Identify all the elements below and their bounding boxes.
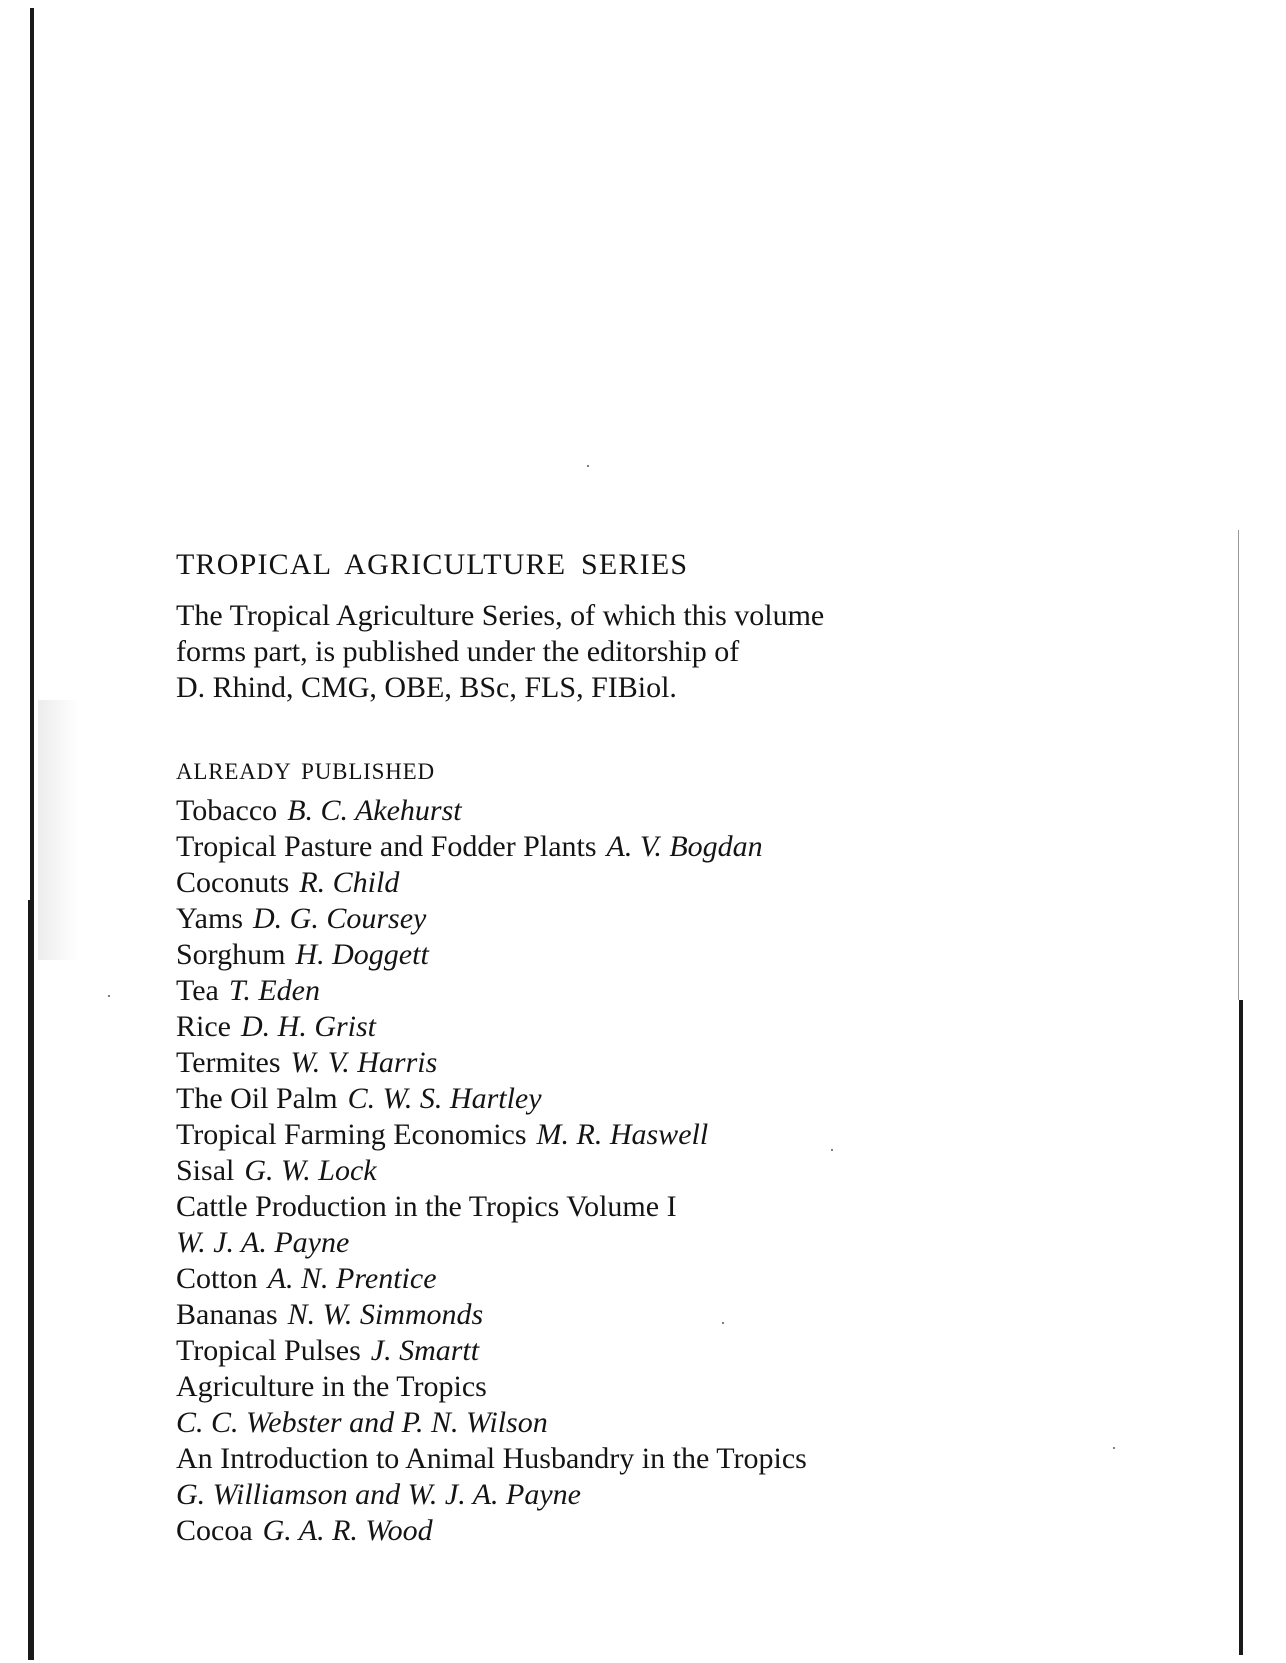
book-entry <box>176 1441 1176 1477</box>
intro-line: D. Rhind, CMG, OBE, BSc, FLS, FIBiol. <box>176 671 677 704</box>
book-author: J. Smartt <box>370 1334 480 1367</box>
book-entry <box>176 1117 1176 1153</box>
published-books-list <box>176 793 1176 1549</box>
book-entry <box>176 1369 1176 1405</box>
book-author: C. C. Webster and P. N. Wilson <box>176 1406 548 1439</box>
scan-speck <box>108 995 110 997</box>
book-author: D. H. Grist <box>240 1010 376 1043</box>
book-entry <box>176 1513 1176 1549</box>
book-entry <box>176 829 1176 865</box>
book-title: Tea <box>176 974 219 1007</box>
right-page-edge-rule-thin <box>1238 530 1239 1000</box>
left-page-edge-rule-lower <box>28 900 34 1660</box>
book-author: A. N. Prentice <box>267 1262 437 1295</box>
book-entry <box>176 901 1176 937</box>
book-title: Tobacco <box>176 794 278 827</box>
book-title: Tropical Pulses <box>176 1334 361 1367</box>
scan-speck <box>587 465 589 467</box>
book-title: Sorghum <box>176 938 286 971</box>
series-page-content <box>176 548 1176 1549</box>
already-published-heading: ALREADY PUBLISHED <box>176 759 435 784</box>
book-title: Coconuts <box>176 866 290 899</box>
book-author: C. W. S. Hartley <box>347 1082 542 1115</box>
book-entry <box>176 1225 1176 1261</box>
book-author: R. Child <box>299 866 400 899</box>
book-title: Bananas <box>176 1298 278 1331</box>
right-page-edge-rule <box>1239 1000 1243 1655</box>
book-author: N. W. Simmonds <box>287 1298 484 1331</box>
book-title: Yams <box>176 902 243 935</box>
book-entry <box>176 1261 1176 1297</box>
book-author: B. C. Akehurst <box>287 794 462 827</box>
book-entry <box>176 1405 1176 1441</box>
intro-line: forms part, is published under the editorship of <box>176 635 740 668</box>
book-entry <box>176 793 1176 829</box>
scan-shadow <box>38 700 78 960</box>
book-author: G. W. Lock <box>244 1154 377 1187</box>
book-title: Cotton <box>176 1262 258 1295</box>
book-title: Sisal <box>176 1154 235 1187</box>
book-entry <box>176 1009 1176 1045</box>
series-intro <box>176 598 1176 706</box>
book-title: Cattle Production in the Tropics Volume I <box>176 1190 677 1223</box>
book-entry <box>176 1477 1176 1513</box>
book-title: Cocoa <box>176 1514 253 1547</box>
book-entry <box>176 1045 1176 1081</box>
book-title: Termites <box>176 1046 281 1079</box>
book-title: The Oil Palm <box>176 1082 338 1115</box>
book-author: W. V. Harris <box>290 1046 438 1079</box>
book-entry <box>176 1333 1176 1369</box>
book-entry <box>176 973 1176 1009</box>
book-entry <box>176 1153 1176 1189</box>
book-title: Rice <box>176 1010 231 1043</box>
book-author: G. Williamson and W. J. A. Payne <box>176 1478 581 1511</box>
book-title: An Introduction to Animal Husbandry in the Tropics <box>176 1442 807 1475</box>
book-title: Tropical Farming Economics <box>176 1118 527 1151</box>
book-author: W. J. A. Payne <box>176 1226 350 1259</box>
series-title: TROPICAL AGRICULTURE SERIES <box>176 548 689 581</box>
book-entry <box>176 1189 1176 1225</box>
book-author: A. V. Bogdan <box>606 830 763 863</box>
book-title: Tropical Pasture and Fodder Plants <box>176 830 597 863</box>
book-author: D. G. Coursey <box>253 902 427 935</box>
book-entry <box>176 1081 1176 1117</box>
book-author: H. Doggett <box>295 938 429 971</box>
book-author: M. R. Haswell <box>536 1118 709 1151</box>
book-entry <box>176 1297 1176 1333</box>
book-entry <box>176 865 1176 901</box>
intro-line: The Tropical Agriculture Series, of which this volume <box>176 599 825 632</box>
book-title: Agriculture in the Tropics <box>176 1370 487 1403</box>
book-entry <box>176 937 1176 973</box>
book-author: T. Eden <box>228 974 320 1007</box>
book-author: G. A. R. Wood <box>262 1514 433 1547</box>
